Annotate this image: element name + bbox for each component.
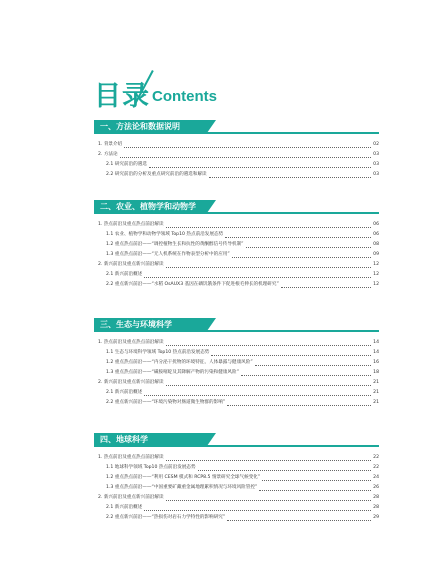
toc-page-number: 22 xyxy=(373,465,379,470)
toc-entry-text: 1.2 重点热点前沿——“内分泌干扰物的环境特征、人体暴露与健康风险” xyxy=(106,360,253,365)
toc-entry[interactable] xyxy=(94,338,379,348)
toc-entry-text: 2. 新兴前沿及重点新兴前沿解读 xyxy=(98,380,164,385)
toc-entry-text: 2.2 重点新兴前沿——“环境污染物对肠道微生物群的影响” xyxy=(106,400,226,405)
toc-entry[interactable] xyxy=(94,398,379,408)
toc-entry[interactable] xyxy=(94,358,379,368)
toc-entry-text: 1.1 生态与环境科学领域 Top10 热点前沿发展态势 xyxy=(106,350,210,355)
toc-page-number: 21 xyxy=(373,380,379,385)
toc-page-number: 03 xyxy=(373,162,379,167)
toc-section xyxy=(94,120,379,180)
toc-section xyxy=(94,433,379,523)
section-title: 二、农业、植物学和动物学 xyxy=(100,202,196,211)
toc-entry-text: 1. 背景介绍 xyxy=(98,142,123,147)
toc-page-number: 16 xyxy=(373,360,379,365)
dot-leader xyxy=(232,257,371,258)
toc-entry-text: 1. 热点前沿及重点热点前沿解读 xyxy=(98,222,164,227)
dot-leader xyxy=(124,147,371,148)
dot-leader xyxy=(198,470,372,471)
dot-leader xyxy=(166,385,372,386)
dot-leader xyxy=(227,520,371,521)
toc-entry[interactable] xyxy=(94,453,379,463)
dot-leader xyxy=(144,277,371,278)
toc-page-number: 02 xyxy=(373,142,379,147)
toc-page-number: 12 xyxy=(373,282,379,287)
dot-leader xyxy=(149,167,371,168)
dot-leader xyxy=(225,237,371,238)
toc-section xyxy=(94,318,379,408)
toc-entry[interactable] xyxy=(94,230,379,240)
toc-entry-text: 1.3 重点热点前沿——“磺胺嘧啶及其降解产物的污染和健康风险” xyxy=(106,370,239,375)
toc-entry[interactable] xyxy=(94,348,379,358)
toc-entry[interactable] xyxy=(94,280,379,290)
toc-entry[interactable] xyxy=(94,250,379,260)
toc-page-number: 03 xyxy=(373,152,379,157)
toc-page-number: 22 xyxy=(373,455,379,460)
toc-entry[interactable] xyxy=(94,170,379,180)
toc-entry[interactable] xyxy=(94,220,379,230)
toc-page-number: 28 xyxy=(373,495,379,500)
dot-leader xyxy=(281,287,371,288)
toc-entry-text: 2.1 新兴前沿概述 xyxy=(106,505,143,510)
toc-entry-text: 2.2 重点新兴前沿——“热损伤对岩石力学特性的影响研究” xyxy=(106,515,226,520)
dot-leader xyxy=(259,490,371,491)
toc-page-number: 14 xyxy=(373,340,379,345)
dot-leader xyxy=(209,177,371,178)
toc-entry-text: 1.2 重点热点前沿——“调控植物生长和抗性的黄酮醇信号传导机制” xyxy=(106,242,244,247)
toc-entry[interactable] xyxy=(94,513,379,523)
toc-page-number: 06 xyxy=(373,232,379,237)
toc-entry-text: 2.1 新兴前沿概述 xyxy=(106,390,143,395)
section-header-bar xyxy=(94,318,379,332)
toc-page-number: 29 xyxy=(373,515,379,520)
dot-leader xyxy=(262,480,371,481)
toc-page-number: 09 xyxy=(373,252,379,257)
dot-leader xyxy=(255,365,371,366)
section-header-bar xyxy=(94,200,379,214)
toc-entry-text: 1. 热点前沿及重点热点前沿解读 xyxy=(98,455,164,460)
toc-entry-text: 2. 新兴前沿及重点新兴前沿解读 xyxy=(98,262,164,267)
toc-entry-list xyxy=(94,220,379,290)
section-title: 一、方法论和数据说明 xyxy=(100,122,180,131)
toc-entry-text: 1.3 重点热点前沿——“中国重要矿藏重金属地理累积情况与环境风险管控” xyxy=(106,485,258,490)
toc-entry-text: 2.2 研究前沿的分析及重点研究前沿的遴选和解读 xyxy=(106,172,207,177)
toc-title-english: Contents xyxy=(152,88,217,105)
dot-leader xyxy=(166,500,372,501)
toc-entry-text: 2. 新兴前沿及重点新兴前沿解读 xyxy=(98,495,164,500)
toc-entry[interactable] xyxy=(94,473,379,483)
toc-entry-text: 1.1 农业、植物学和动物学领域 Top10 热点前沿发展态势 xyxy=(106,232,224,237)
toc-page-number: 24 xyxy=(373,475,379,480)
toc-entry-text: 1.2 重点热点前沿——“利用 CESM 模式和 RCP8.5 情景研究全球气候变化” xyxy=(106,475,261,480)
toc-entry[interactable] xyxy=(94,483,379,493)
toc-page-number: 03 xyxy=(373,172,379,177)
toc-entry-text: 2.1 研究前沿的遴选 xyxy=(106,162,147,167)
toc-entry-text: 1. 热点前沿及重点热点前沿解读 xyxy=(98,340,164,345)
toc-page-number: 18 xyxy=(373,370,379,375)
toc-page-number: 12 xyxy=(373,272,379,277)
toc-entry-list xyxy=(94,140,379,180)
dot-leader xyxy=(166,267,372,268)
toc-entry[interactable] xyxy=(94,260,379,270)
dot-leader xyxy=(166,345,372,346)
toc-entry-list xyxy=(94,453,379,523)
dot-leader xyxy=(144,395,371,396)
toc-entry[interactable] xyxy=(94,503,379,513)
dot-leader xyxy=(211,355,371,356)
toc-entry-list xyxy=(94,338,379,408)
toc-entry[interactable] xyxy=(94,140,379,150)
toc-entry[interactable] xyxy=(94,150,379,160)
section-title: 四、地球科学 xyxy=(100,435,148,444)
toc-page-number: 06 xyxy=(373,222,379,227)
dot-leader xyxy=(166,460,372,461)
toc-section xyxy=(94,200,379,290)
toc-page-number: 28 xyxy=(373,505,379,510)
toc-entry[interactable] xyxy=(94,493,379,503)
toc-page-number: 14 xyxy=(373,350,379,355)
toc-entry-text: 2.2 重点新兴前沿——“水稻 OsAUX3 基因在磷饥饿条件下促进根毛伸长的机理研究” xyxy=(106,282,279,287)
toc-page-number: 26 xyxy=(373,485,379,490)
toc-entry[interactable] xyxy=(94,240,379,250)
dot-leader xyxy=(241,375,371,376)
section-title: 三、生态与环境科学 xyxy=(100,320,172,329)
toc-entry[interactable] xyxy=(94,378,379,388)
section-header-bar xyxy=(94,120,379,134)
section-header-bar xyxy=(94,433,379,447)
dot-leader xyxy=(227,405,371,406)
dot-leader xyxy=(120,157,372,158)
toc-entry[interactable] xyxy=(94,463,379,473)
toc-entry[interactable] xyxy=(94,160,379,170)
toc-page-number: 08 xyxy=(373,242,379,247)
toc-entry[interactable] xyxy=(94,270,379,280)
dot-leader xyxy=(144,510,371,511)
dot-leader xyxy=(246,247,372,248)
dot-leader xyxy=(166,227,372,228)
toc-title-chinese: 目录 xyxy=(94,81,150,112)
toc-header xyxy=(94,72,334,112)
toc-page-number: 12 xyxy=(373,262,379,267)
toc-entry[interactable] xyxy=(94,368,379,378)
toc-entry-text: 1.3 重点热点前沿——“无人机系统在作物表型分析中的应用” xyxy=(106,252,230,257)
toc-entry-text: 2. 方法论 xyxy=(98,152,118,157)
toc-page-number: 21 xyxy=(373,390,379,395)
toc-entry-text: 1.1 地球科学领域 Top10 热点前沿发展态势 xyxy=(106,465,196,470)
toc-page-number: 21 xyxy=(373,400,379,405)
toc-entry-text: 2.1 新兴前沿概述 xyxy=(106,272,143,277)
toc-entry[interactable] xyxy=(94,388,379,398)
